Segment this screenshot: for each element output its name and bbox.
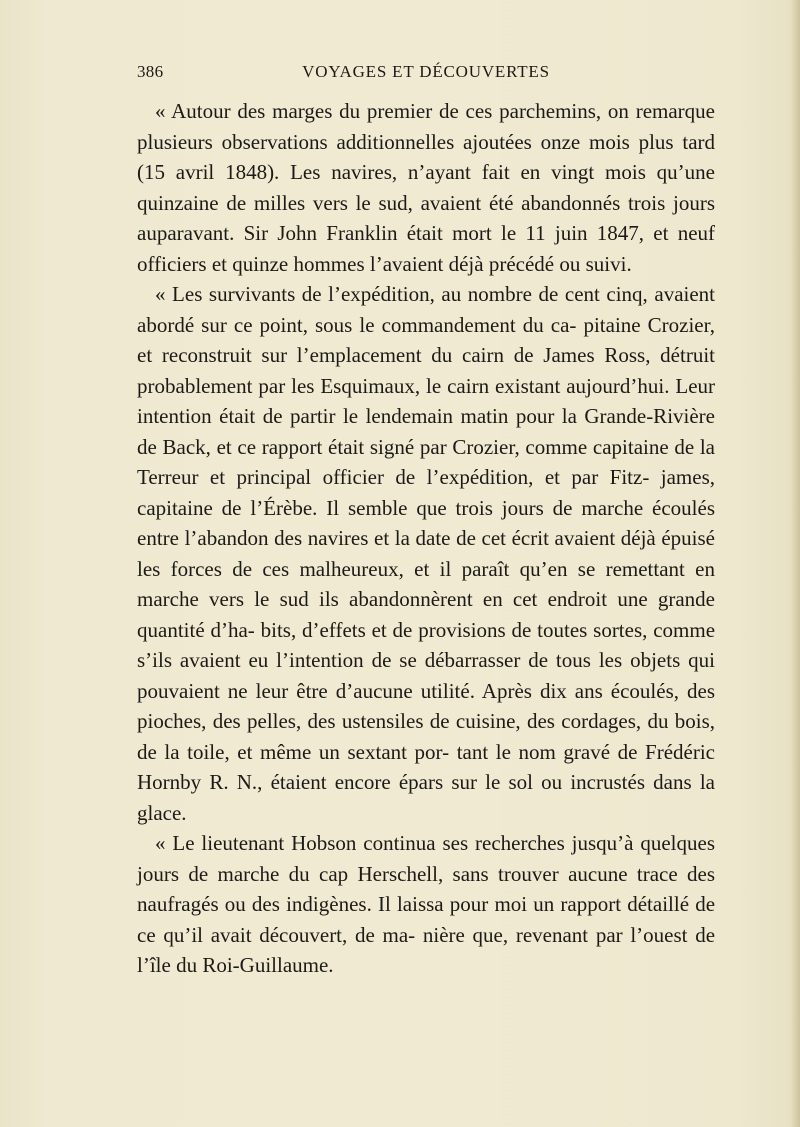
text-line: bits, d’effets et de provisions de toutes sortes, comme s’ils bbox=[137, 617, 716, 672]
text-line: et il paraît qu’en se remettant en marche vers le sud ils bbox=[137, 556, 716, 611]
text-line: cet écrit avaient déjà épuisé les forces de ces malheureux, bbox=[137, 526, 715, 581]
text-line: marche écoulés entre l’abandon des navires et la date de bbox=[137, 495, 716, 550]
text-line: de James Ross, détruit probablement par les Esquimaux, le bbox=[137, 343, 715, 398]
text-line: Franklin était mort le 11 juin 1847, et neuf officiers et bbox=[137, 221, 716, 276]
text-line: cairn existant aujourd’hui. Leur intention était de partir le bbox=[137, 373, 716, 428]
text-line: quelques jours de marche du cap Herschell, sans trouver bbox=[137, 831, 715, 886]
text-line: moi un rapport détaillé de ce qu’il avait découvert, de ma- bbox=[137, 892, 716, 947]
text-line: écoulés, des pioches, des pelles, des ustensiles de cuisine, bbox=[137, 678, 715, 733]
text-line: « Les survivants de l’expédition, au nombre de cent cinq, bbox=[155, 282, 648, 306]
text-line: abandonnèrent en cet endroit une grande quantité d’ha- bbox=[137, 587, 715, 642]
page-header bbox=[137, 62, 715, 86]
paragraph bbox=[137, 96, 715, 279]
text-line: Terreur et principal officier de l’expédition, et par Fitz- bbox=[137, 465, 650, 489]
text-line: avaient eu l’intention de se débarrasser de tous les objets bbox=[179, 648, 681, 672]
text-line: quinze hommes l’avaient déjà précédé ou suivi. bbox=[232, 251, 632, 276]
text-line: aucune trace des naufragés ou des indigènes. Il laissa pour bbox=[137, 861, 716, 916]
page-number: 386 bbox=[137, 62, 164, 81]
text-line: « Le lieutenant Hobson continua ses recherches jusqu’à bbox=[155, 831, 634, 855]
text-line: lendemain matin pour la Grande-Rivière de Back, et ce bbox=[137, 404, 715, 459]
page-edge-shadow bbox=[790, 0, 800, 1127]
text-line: rapport était signé par Crozier, comme capitaine de la bbox=[261, 434, 715, 459]
text-line: épars sur le sol ou incrustés dans la glace. bbox=[137, 770, 715, 825]
text-line: onze mois plus tard (15 avril 1848). Les navires, n’ayant bbox=[137, 129, 716, 184]
paragraph bbox=[137, 279, 715, 828]
text-line: james, capitaine de l’Érèbe. Il semble que trois jours de bbox=[137, 465, 715, 520]
text-line: avaient été abandonnés trois jours auparavant. Sir John bbox=[137, 190, 716, 245]
text-line: remarque plusieurs observations additionnelles ajoutées bbox=[137, 99, 715, 154]
text-line: avaient abordé sur ce point, sous le commandement du ca- bbox=[137, 282, 716, 337]
text-line: qui pouvaient ne leur être d’aucune utilité. Après dix ans bbox=[137, 648, 715, 703]
text-line: des cordages, du bois, de la toile, et même un sextant por- bbox=[137, 709, 716, 764]
paragraph bbox=[137, 828, 715, 981]
text-line: tant le nom gravé de Frédéric Hornby R. N., étaient encore bbox=[137, 739, 715, 794]
text-line: pitaine Crozier, et reconstruit sur l’emplacement du cairn bbox=[137, 312, 716, 367]
text-line: nière que, revenant par l’ouest de l’île du Roi-Guillaume. bbox=[137, 922, 716, 977]
text-line: « Autour des marges du premier de ces parchemins, on bbox=[155, 99, 629, 123]
running-title: VOYAGES ET DÉCOUVERTES bbox=[302, 62, 550, 81]
text-line: fait en vingt mois qu’une quinzaine de milles vers le sud, bbox=[137, 160, 715, 215]
body-text bbox=[137, 96, 715, 981]
